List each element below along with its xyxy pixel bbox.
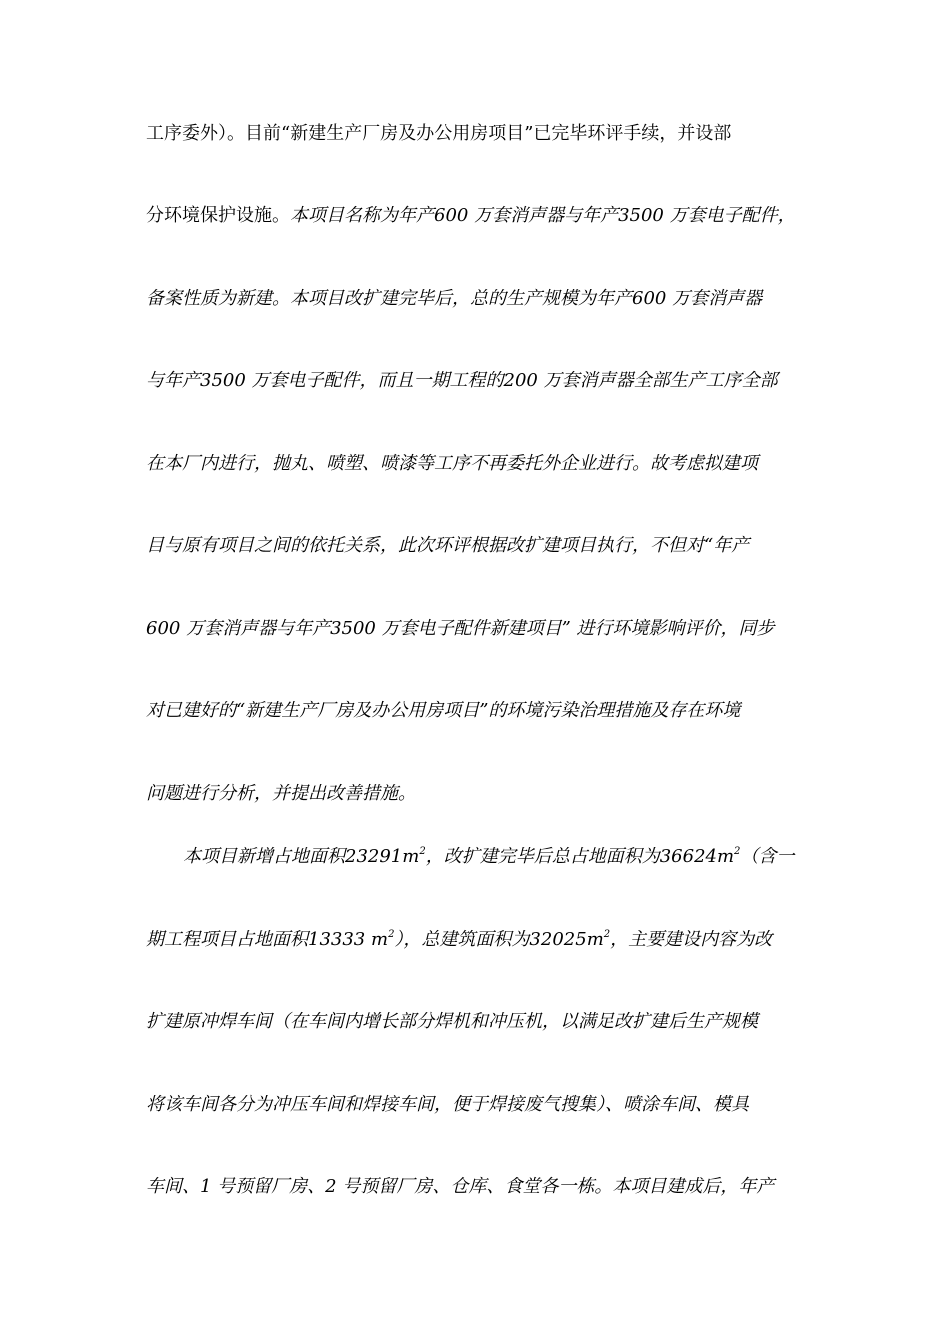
text-span: 扩建原冲焊车间（在车间内增长部分焊机和冲压机，以满足改扩建后生产规模: [146, 1011, 758, 1032]
text-span: ），总建筑面积为32025m: [394, 929, 604, 950]
text-span: 问题进行分析，并提出改善措施。: [146, 783, 416, 804]
text-span: 与年产3500 万套电子配件，而且一期工程的200 万套消声器全部生产工序全部: [146, 370, 778, 391]
text-line-2: [146, 204, 796, 228]
text-line-7: [146, 617, 775, 641]
text-line-5: [146, 452, 758, 476]
text-line-14: [146, 1175, 774, 1199]
text-line-6: [146, 534, 749, 558]
text-line-12: [146, 1010, 758, 1034]
superscript: 2: [603, 929, 611, 940]
text-span: 本项目新增占地面积23291m: [183, 846, 420, 867]
text-span: 对已建好的“新建生产厂房及办公用房项目”的环境污染治理措施及存在环境: [146, 700, 741, 721]
text-span: 600 万套消声器与年产3500 万套电子配件新建项目” 进行环境影响评价，同步: [146, 618, 775, 639]
text-line-1: [146, 122, 731, 146]
text-span: （含一: [740, 846, 795, 867]
superscript: 2: [734, 846, 741, 857]
text-span: 本项目名称为年产600 万套消声器与年产3500 万套电子配件，: [290, 205, 796, 226]
text-span: 备案性质为新建。本项目改扩建完毕后，总的生产规模为年产600 万套消声器: [146, 288, 763, 309]
text-span: ，主要建设内容为改: [610, 929, 773, 950]
text-line-11: [146, 928, 772, 952]
text-span: 期工程项目占地面积13333 m: [146, 929, 389, 950]
text-span: 车间、1 号预留厂房、2 号预留厂房、仓库、食堂各一栋。本项目建成后，年产: [146, 1176, 775, 1197]
text-line-3: [146, 287, 762, 311]
text-line-13: [146, 1093, 749, 1117]
superscript: 2: [388, 929, 395, 940]
text-line-8: [146, 699, 740, 723]
text-span: 目与原有项目之间的依托关系，此次环评根据改扩建项目执行，不但对“年产: [146, 535, 750, 556]
text-line-9: [146, 782, 416, 806]
text-span: ，改扩建完毕后总占地面积为36624m: [425, 846, 735, 867]
text-span: 工序委外）。目前“新建生产厂房及办公用房项目”已完毕环评手续，并设部: [146, 123, 732, 144]
text-line-10: [183, 845, 794, 869]
superscript: 2: [419, 846, 426, 857]
text-line-4: [146, 369, 778, 393]
text-span: 将该车间各分为冲压车间和焊接车间，便于焊接废气搜集）、喷涂车间、模具: [146, 1094, 749, 1115]
text-span: 分环境保护设施。: [146, 205, 290, 226]
text-span: 在本厂内进行，抛丸、喷塑、喷漆等工序不再委托外企业进行。故考虑拟建项: [146, 453, 758, 474]
